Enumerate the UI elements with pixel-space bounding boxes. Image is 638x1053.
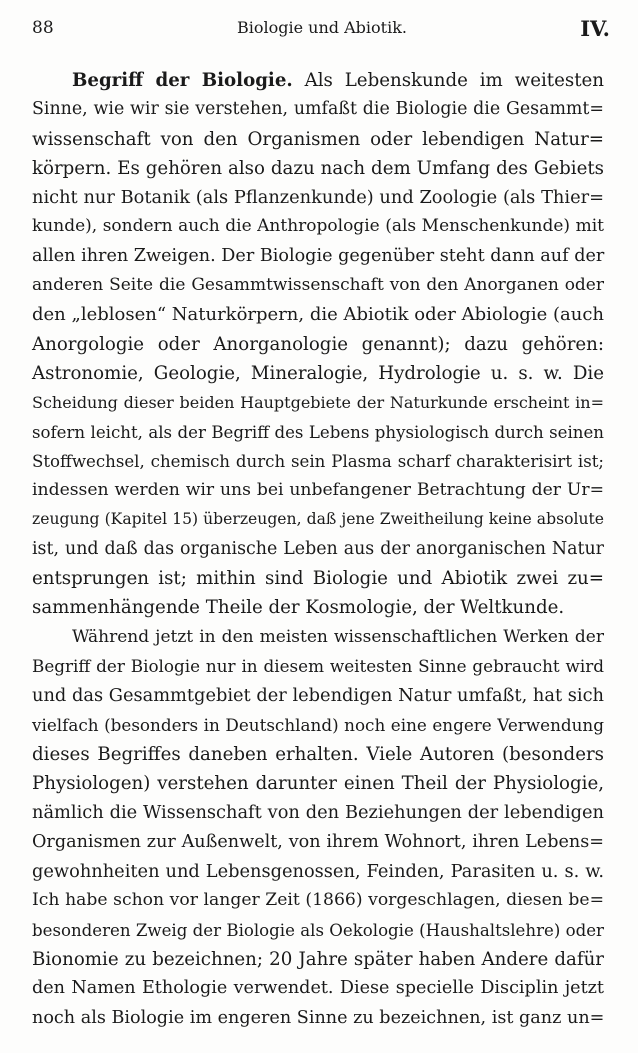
- page-header: [32, 18, 612, 46]
- paragraph-line: indessen werden wir uns bei unbefangener Betrachtung der Ur=: [32, 480, 604, 501]
- paragraph-line: vielfach (besonders in Deutschland) noch eine engere Verwendung: [32, 714, 604, 735]
- chapter-number: IV.: [580, 16, 610, 41]
- paragraph-line: Stoffwechsel, chemisch durch sein Plasma scharf charakterisirt ist;: [32, 451, 604, 471]
- paragraph-line: den „leblosen“ Naturkörpern, die Abiotik oder Abiologie (auch: [32, 304, 604, 326]
- paragraph-line: Bionomie zu bezeichnen; 20 Jahre später haben Andere dafür: [32, 948, 604, 970]
- paragraph-line: Scheidung dieser beiden Hauptgebiete der Naturkunde erscheint in=: [32, 393, 604, 413]
- paragraph-line: sofern leicht, als der Begriff des Lebens physiologisch durch seinen: [32, 422, 604, 442]
- paragraph-line: Anorgologie oder Anorganologie genannt); dazu gehören:: [32, 333, 604, 355]
- paragraph-line: zeugung (Kapitel 15) überzeugen, daß jene Zweitheilung keine absolute: [32, 510, 604, 529]
- paragraph-line: und das Gesammtgebiet der lebendigen Natur umfaßt, hat sich: [32, 685, 604, 707]
- paragraph-line: wissenschaft von den Organismen oder lebendigen Natur=: [32, 128, 604, 150]
- page-number: 88: [32, 18, 54, 38]
- paragraph-line: anderen Seite die Gesammtwissenschaft von den Anorganen oder: [32, 275, 604, 296]
- paragraph-line: kunde), sondern auch die Anthropologie (als Menschenkunde) mit: [32, 216, 604, 237]
- paragraph-line: noch als Biologie im engeren Sinne zu bezeichnen, ist ganz un=: [32, 1007, 605, 1028]
- paragraph-line: den Namen Ethologie verwendet. Diese specielle Disciplin jetzt: [32, 978, 604, 999]
- paragraph-line: körpern. Es gehören also dazu nach dem Umfang des Gebiets: [32, 157, 604, 179]
- line-text: Als Lebenskunde im weitesten: [304, 70, 604, 91]
- section-heading: Begriff der Biologie.: [72, 70, 293, 91]
- paragraph-line: ist, und daß das organische Leben aus der anorganischen Natur: [32, 538, 604, 559]
- paragraph-line: Sinne, wie wir sie verstehen, umfaßt die Biologie die Gesammt=: [32, 99, 604, 120]
- running-title: Biologie und Abiotik.: [237, 18, 407, 37]
- paragraph-line: Ich habe schon vor langer Zeit (1866) vorgeschlagen, diesen be=: [32, 890, 604, 911]
- body-text: [32, 66, 604, 1033]
- paragraph-line: nicht nur Botanik (als Pflanzenkunde) und Zoologie (als Thier=: [32, 187, 604, 209]
- paragraph-line: Während jetzt in den meisten wissenschaftlichen Werken der: [72, 626, 604, 647]
- paragraph-line: Physiologen) verstehen darunter einen Theil der Physiologie,: [32, 773, 604, 795]
- paragraph-line: besonderen Zweig der Biologie als Oekologie (Haushaltslehre) oder: [32, 920, 604, 940]
- paragraph-line: Organismen zur Außenwelt, von ihrem Wohnort, ihren Lebens=: [32, 831, 604, 852]
- paragraph-line: entsprungen ist; mithin sind Biologie und Abiotik zwei zu=: [32, 568, 604, 590]
- paragraph-line: nämlich die Wissenschaft von den Beziehungen der lebendigen: [32, 802, 604, 824]
- paragraph-line: [32, 66, 604, 95]
- paragraph-line: allen ihren Zweigen. Der Biologie gegenüber steht dann auf der: [32, 245, 605, 266]
- paragraph-line: Astronomie, Geologie, Mineralogie, Hydrologie u. s. w. Die: [32, 362, 604, 384]
- paragraph-line: gewohnheiten und Lebensgenossen, Feinden, Parasiten u. s. w.: [32, 861, 604, 883]
- paragraph-line: dieses Begriffes daneben erhalten. Viele Autoren (besonders: [32, 743, 604, 765]
- paragraph-line: sammenhängende Theile der Kosmologie, der Weltkunde.: [32, 597, 565, 619]
- paragraph-line: Begriff der Biologie nur in diesem weitesten Sinne gebraucht wird: [32, 655, 604, 676]
